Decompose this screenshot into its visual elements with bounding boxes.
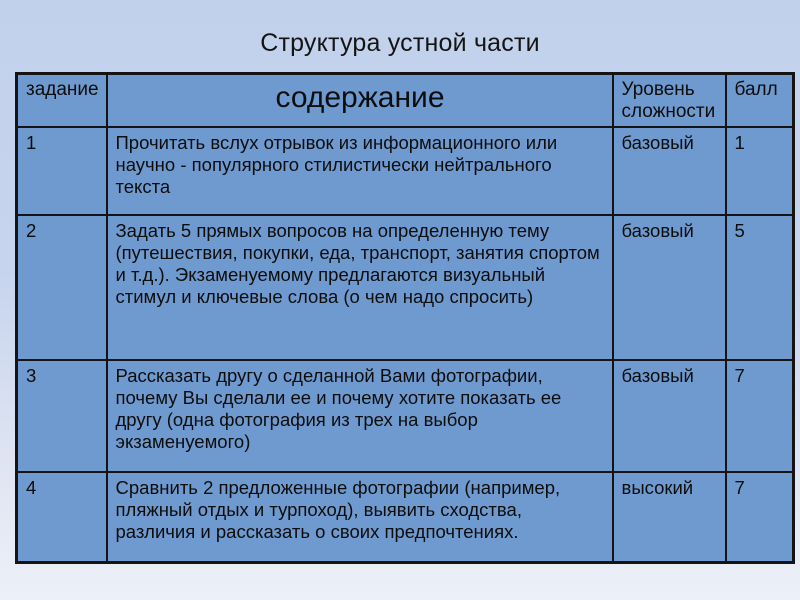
cell-task-number: 3 xyxy=(17,360,107,472)
table-row xyxy=(17,360,794,472)
cell-level: высокий xyxy=(613,472,726,562)
cell-score: 5 xyxy=(726,215,794,360)
table-row xyxy=(17,215,794,360)
cell-content: Задать 5 прямых вопросов на определенную тему (путешествия, покупки, еда, транспорт, занятия спортом и т.д.). Экзаменуемому предлагаются визуальный стимул и ключевые слова (о чем надо спросить) xyxy=(107,215,613,360)
col-header-score: балл xyxy=(726,74,794,128)
col-header-content: содержание xyxy=(107,74,613,128)
cell-level: базовый xyxy=(613,127,726,215)
cell-task-number: 2 xyxy=(17,215,107,360)
cell-score: 7 xyxy=(726,472,794,562)
table-row xyxy=(17,127,794,215)
table-row xyxy=(17,472,794,562)
col-header-task: задание xyxy=(17,74,107,128)
cell-content: Прочитать вслух отрывок из информационного или научно - популярного стилистически нейтрального текста xyxy=(107,127,613,215)
cell-content: Рассказать другу о сделанной Вами фотографии, почему Вы сделали ее и почему хотите показать ее другу (одна фотография из трех на выбор экзаменуемого) xyxy=(107,360,613,472)
cell-content: Сравнить 2 предложенные фотографии (например, пляжный отдых и турпоход), выявить сходства, различия и рассказать о своих предпочтениях. xyxy=(107,472,613,562)
cell-score: 7 xyxy=(726,360,794,472)
col-header-level: Уровень сложности xyxy=(613,74,726,128)
cell-level: базовый xyxy=(613,215,726,360)
cell-score: 1 xyxy=(726,127,794,215)
slide-title: Структура устной части xyxy=(260,29,540,57)
oral-part-structure-table xyxy=(15,72,795,564)
table-header-row xyxy=(17,74,794,128)
cell-task-number: 4 xyxy=(17,472,107,562)
cell-level: базовый xyxy=(613,360,726,472)
cell-task-number: 1 xyxy=(17,127,107,215)
